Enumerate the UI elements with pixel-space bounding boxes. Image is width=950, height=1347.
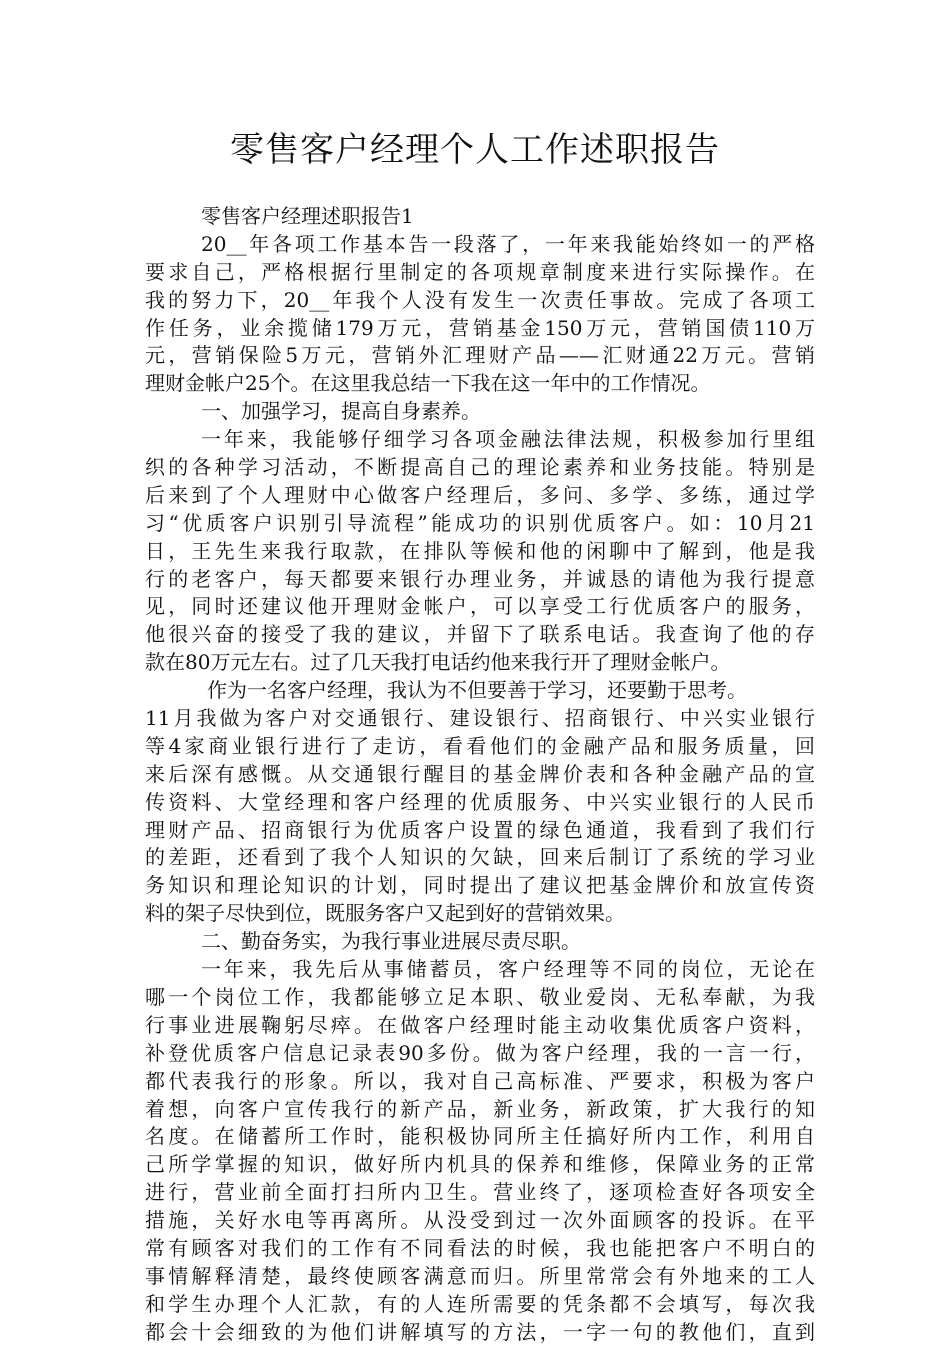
text-line: 措施，关好水电等再离所。从没受到过一次外面顾客的投诉。在平 [145,1208,815,1233]
text-line: 事情解释清楚，最终使顾客满意而归。所里常常会有外地来的工人 [145,1263,815,1288]
section-heading: 二、勤奋务实，为我行事业进展尽责尽职。 [201,929,581,954]
text-line: 行的老客户，每天都要来银行办理业务，并诚恳的请他为我行提意 [145,566,815,591]
text-line: 料的架子尽快到位，既服务客户又起到好的营销效果。 [145,901,625,926]
text-line: 11月我做为客户对交通银行、建设银行、招商银行、中兴实业银行 [145,706,815,731]
document-title: 零售客户经理个人工作述职报告 [230,130,720,170]
text-line: 补登优质客户信息记录表90多份。做为客户经理，我的一言一行， [145,1040,815,1065]
text-line: 款在80万元左右。过了几天我打电话约他来我行开了理财金帐户。 [145,650,731,675]
text-line: 和学生办理个人汇款，有的人连所需要的凭条都不会填写，每次我 [145,1291,815,1316]
document-body [145,203,815,1347]
text-line: 己所学掌握的知识，做好所内机具的保养和维修，保障业务的正常 [145,1152,815,1177]
text-line: 进行，营业前全面打扫所内卫生。营业终了，逐项检查好各项安全 [145,1180,815,1205]
text-line: 后来到了个人理财中心做客户经理后，多问、多学、多练，通过学 [145,482,815,507]
text-line: 一年来，我能够仔细学习各项金融法律法规，积极参加行里组 [201,427,815,452]
text-line: 他很兴奋的接受了我的建议，并留下了联系电话。我查询了他的存 [145,622,815,647]
text-line: 等4家商业银行进行了走访，看看他们的金融产品和服务质量，回 [145,733,815,758]
text-line: 来后深有感慨。从交通银行醒目的基金牌价表和各种金融产品的宣 [145,761,815,786]
text-line: 我的努力下，20__年我个人没有发生一次责任事故。完成了各项工 [145,287,815,312]
text-line: 织的各种学习活动，不断提高自己的理论素养和业务技能。特别是 [145,455,815,480]
text-line: 都代表我行的形象。所以，我对自己高标准、严要求，积极为客户 [145,1068,815,1093]
text-line: 20__年各项工作基本告一段落了，一年来我能始终如一的严格 [201,231,815,256]
text-line: 一年来，我先后从事储蓄员，客户经理等不同的岗位，无论在 [201,957,815,982]
text-line: 常有顾客对我们的工作有不同看法的时候，我也能把客户不明白的 [145,1235,815,1260]
text-line: 元，营销保险5万元，营销外汇理财产品——汇财通22万元。营销 [145,343,815,368]
text-line: 务知识和理论知识的计划，同时提出了建议把基金牌价和放宣传资 [145,873,815,898]
text-line: 习“优质客户识别引导流程”能成功的识别优质客户。如：10月21 [145,510,815,535]
text-line: 作任务，业余揽储179万元，营销基金150万元，营销国债110万 [145,315,815,340]
text-line: 行事业进展鞠躬尽瘁。在做客户经理时能主动收集优质客户资料， [145,1012,815,1037]
text-line: 着想，向客户宣传我行的新产品，新业务，新政策，扩大我行的知 [145,1096,815,1121]
text-line: 哪一个岗位工作，我都能够立足本职、敬业爱岗、无私奉献，为我 [145,984,815,1009]
section-heading: 一、加强学习，提高自身素养。 [201,399,481,424]
text-line: 理财产品、招商银行为优质客户设置的绿色通道，我看到了我们行 [145,817,815,842]
section-subtitle: 零售客户经理述职报告1 [201,204,414,228]
text-line: 作为一名客户经理，我认为不但要善于学习，还要勤于思考。 [207,678,747,703]
text-line: 见，同时还建议他开理财金帐户，可以享受工行优质客户的服务， [145,594,815,619]
text-line: 名度。在储蓄所工作时，能积极协同所主任搞好所内工作，利用自 [145,1124,815,1149]
text-line: 都会十会细致的为他们讲解填写的方法，一字一句的教他们，直到 [145,1319,815,1344]
text-line: 传资料、大堂经理和客户经理的优质服务、中兴实业银行的人民币 [145,789,815,814]
text-line: 的差距，还看到了我个人知识的欠缺，回来后制订了系统的学习业 [145,845,815,870]
text-line: 要求自己，严格根据行里制定的各项规章制度来进行实际操作。在 [145,259,815,284]
text-line: 理财金帐户25个。在这里我总结一下我在这一年中的工作情况。 [145,371,711,396]
text-line: 日，王先生来我行取款，在排队等候和他的闲聊中了解到，他是我 [145,538,815,563]
